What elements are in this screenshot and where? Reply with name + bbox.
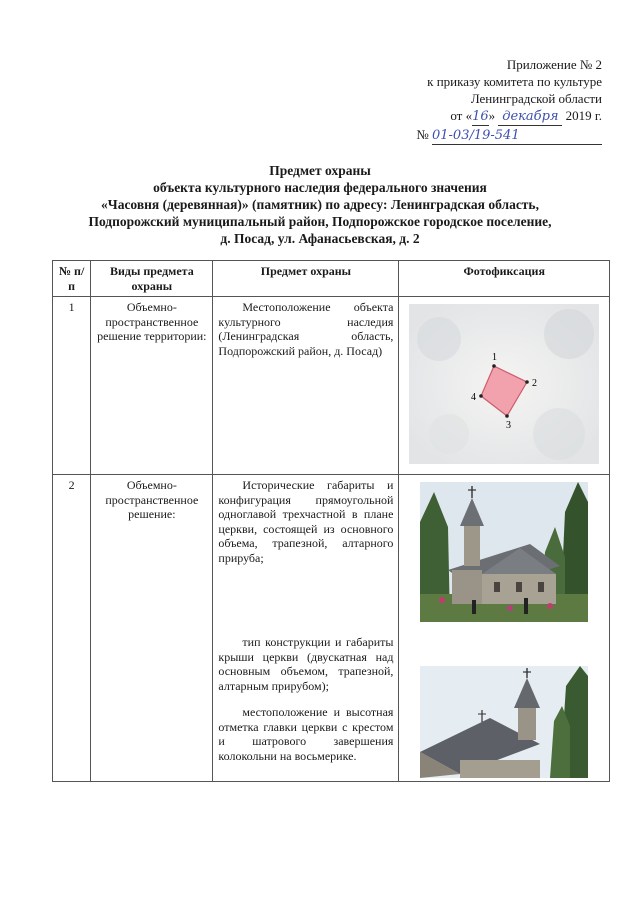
- document-title: [40, 162, 600, 247]
- row-1-photo: [399, 297, 610, 475]
- row-2-num: 2: [53, 475, 91, 782]
- map-point-label: 1: [492, 352, 498, 363]
- appendix-line-1: Приложение № 2: [506, 57, 602, 72]
- roof-photo: [420, 666, 588, 778]
- row-1-subject: Местоположение объекта культурного наследия (Ленинградская область, Подпорожский район, д. Посад): [213, 297, 399, 475]
- row-1-num: 1: [53, 297, 91, 475]
- map-point-label: 4: [471, 392, 477, 403]
- date-mid: »: [488, 108, 496, 123]
- map-point-label: 2: [532, 378, 538, 389]
- title-line-4: Подпорожский муниципальный район, Подпорожское городское поселение,: [88, 214, 552, 229]
- chapel-photo: [420, 482, 588, 622]
- header-photo: Фотофиксация: [399, 261, 610, 297]
- subject-item-roof: тип конструкции и габариты крыши церкви (двускатная над основным объемом, трапезной, алтарным прирубом);: [218, 635, 394, 693]
- table-row: [53, 297, 610, 475]
- header-subject: Предмет охраны: [213, 261, 399, 297]
- appendix-line-2: к приказу комитета по культуре: [427, 74, 602, 89]
- order-day: 16: [472, 109, 489, 124]
- table-header-row: [53, 261, 610, 297]
- number-prefix: №: [416, 127, 429, 142]
- appendix-line-3: Ленинградской области: [470, 91, 602, 106]
- header-kind: Виды предмета охраны: [91, 261, 213, 297]
- order-year: 2019 г.: [565, 108, 602, 123]
- order-number: [416, 126, 602, 145]
- date-prefix: от «: [450, 108, 473, 123]
- title-line-2: объекта культурного наследия федерального значения: [153, 180, 487, 195]
- order-number-value: 01-03/19-541: [432, 127, 602, 145]
- map-point-label: 3: [506, 420, 512, 431]
- protection-table: [52, 260, 610, 782]
- subject-item-dimensions: Исторические габариты и конфигурация прямоугольной одноглавой трехчастной в плане церкви, состоящей из основного объема, трапезной, алтарного прируба;: [218, 478, 394, 565]
- appendix-header: [416, 56, 602, 145]
- order-month: декабря: [498, 108, 562, 126]
- header-num: № п/п: [53, 261, 91, 297]
- row-2-subject: [213, 475, 399, 782]
- site-map-image: [409, 304, 599, 464]
- row-2-kind: Объемно-пространственное решение:: [91, 475, 213, 782]
- row-2-photos: [399, 475, 610, 782]
- title-line-1: Предмет охраны: [269, 163, 371, 178]
- order-date: [416, 107, 602, 126]
- subject-item-dome: местоположение и высотная отметка главки церкви с крестом и шатрового завершения колокольни на восьмерике.: [218, 705, 394, 763]
- title-line-5: д. Посад, ул. Афанасьевская, д. 2: [220, 231, 420, 246]
- title-line-3: «Часовня (деревянная)» (памятник) по адресу: Ленинградская область,: [101, 197, 539, 212]
- row-1-kind: Объемно-пространственное решение территории:: [91, 297, 213, 475]
- table-row: [53, 475, 610, 782]
